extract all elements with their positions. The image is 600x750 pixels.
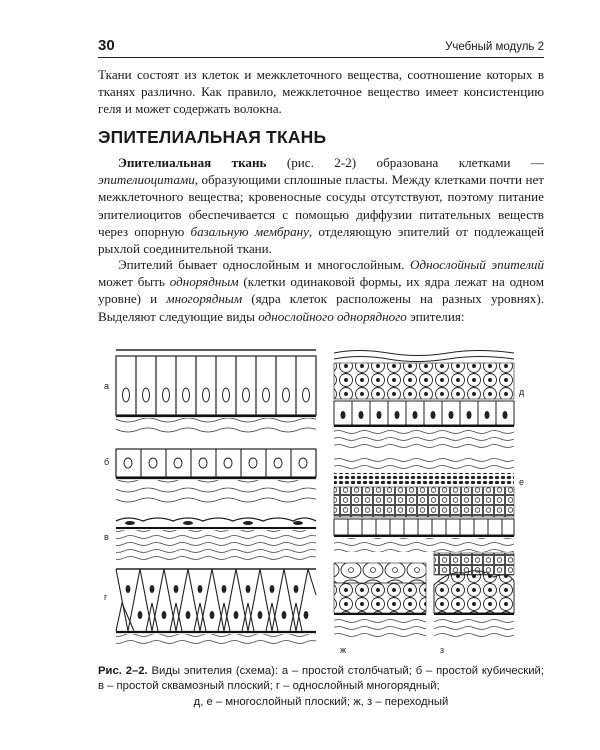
panel-b-simple-cuboidal <box>104 449 316 506</box>
label-g: г <box>104 592 108 602</box>
term-single-uniform: однослойного однорядного <box>258 308 407 324</box>
panel-v-simple-squamous <box>104 518 316 560</box>
caption-label: Рис. 2–2. <box>98 665 148 677</box>
paragraph2-text-c: (клетки одинаковой формы, их ядра лежат на одном уровне) и <box>98 274 544 307</box>
figure-caption <box>98 664 544 710</box>
caption-last-line: д, е – многослойный плоский; ж, з – переходный <box>193 695 449 708</box>
paragraph1-text-a: (рис. 2-2) образована клетками — <box>266 155 545 170</box>
panel-zh-transitional-relaxed <box>334 563 426 655</box>
label-e: е <box>519 477 525 487</box>
page-header <box>98 35 544 58</box>
panel-g-pseudostratified <box>104 569 316 646</box>
term-single-layer: Однослойный эпителий <box>410 257 544 272</box>
panel-a-simple-columnar <box>104 350 316 436</box>
term-epithelial-tissue: Эпителиальная ткань <box>118 155 267 170</box>
panel-e-stratified-squamous-keratinized <box>334 457 524 552</box>
paragraph2-text-e: эпителия: <box>406 308 465 324</box>
label-a: а <box>104 381 110 391</box>
term-epitheliocytes: эпителиоцитами <box>98 172 195 188</box>
label-zh: ж <box>340 645 347 655</box>
label-d: д <box>519 387 525 397</box>
paragraph2-text-b: может быть <box>98 274 170 290</box>
paragraph1-text-b: , образующими сплошные пласты. Между клетками почти нет межклеточного вещества; кровеносные сосуды отсутствуют, поэтому питание эпителиоцитов обеспечивается с помощью диффузии питательных веществ через опорную <box>98 172 544 239</box>
panel-d-stratified-squamous <box>334 351 525 451</box>
paragraph2-text-d: (ядра клеток расположены на разных уровнях). Выделяют следующие виды <box>98 291 544 324</box>
label-v: в <box>104 532 109 542</box>
term-basal-membrane: базальную мембрану <box>190 223 309 239</box>
epithelium-types-paragraph <box>98 256 544 325</box>
panel-z-transitional-stretched <box>434 553 514 655</box>
epithelium-diagram <box>98 345 544 660</box>
running-title: Учебный модуль 2 <box>445 41 544 53</box>
intro-paragraph: Ткани состоят из клеток и межклеточного вещества, соотношение которых в тканях различно. Как правило, межклеточное вещество имеет консистенцию геля и может содержать волокна. <box>98 67 544 117</box>
term-multirow: многорядным <box>166 291 243 307</box>
page-number: 30 <box>98 37 115 54</box>
paragraph1-text-c: , отделяющую эпителий от подлежащей рыхлой соединительной ткани. <box>98 223 544 257</box>
caption-text: Виды эпителия (схема): а – простой столбчатый; б – простой кубический; в – простой сквамозный плоский; г – однослойный многорядный; <box>98 665 544 693</box>
paragraph2-text-a: Эпителий бывает однослойным и многослойным. <box>118 257 411 272</box>
label-b: б <box>104 457 110 467</box>
epithelium-figure <box>98 345 544 660</box>
term-uniform: однорядным <box>169 274 239 290</box>
label-z: з <box>440 645 445 655</box>
section-heading: ЭПИТЕЛИАЛЬНАЯ ТКАНЬ <box>98 127 327 147</box>
epithelium-definition-paragraph <box>98 154 544 257</box>
